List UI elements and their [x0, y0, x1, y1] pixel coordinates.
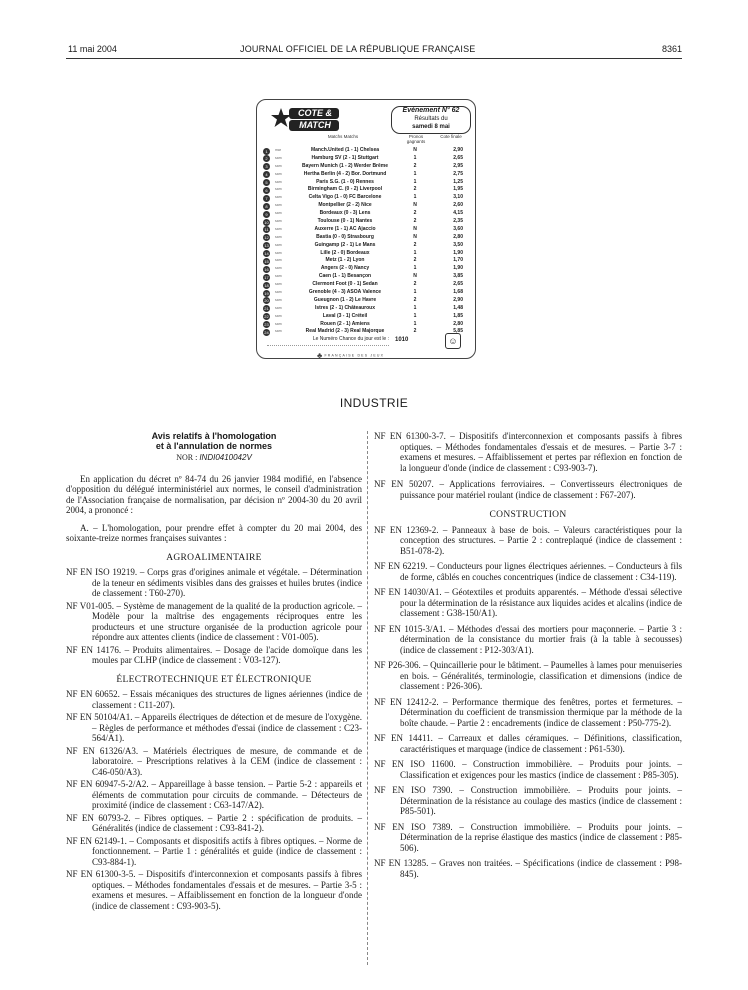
ticket-rows: [263, 147, 471, 336]
fdj-brand-text: FRANÇAISE DES JEUX: [324, 353, 385, 358]
prono-result: 1: [413, 320, 417, 327]
norm-entry: [66, 567, 362, 599]
match-result: Angers (2 - 0) Nancy: [320, 265, 370, 272]
row-number-badge: 1: [263, 148, 270, 155]
row-day: sam: [275, 329, 282, 334]
prono-result: 1: [413, 194, 417, 201]
event-subtitle-1: Résultats du: [414, 116, 448, 122]
norm-entry: [66, 689, 362, 710]
prono-result: 1: [413, 154, 417, 161]
ticket-row: [263, 273, 471, 281]
final-odds: 2,60: [453, 202, 463, 209]
row-number-badge: 22: [264, 314, 269, 320]
norm-description: – Géotextiles et produits apparentés. – Méthode d'essai sélective pour la détermination de la résistance aux liquides acides et alcalins (indice de classement : G38-150/A1).: [400, 587, 682, 618]
norm-code: NF EN 60652.: [66, 689, 120, 699]
norm-description: – Composants et dispositifs actifs à fibres optiques. – Norme de fonctionnement. – Partie 1 : généralités et guide (indice de classement : C93-884-1).: [92, 835, 363, 867]
norm-entry: [374, 660, 682, 692]
norm-entry: [374, 858, 682, 879]
ticket-row: [263, 250, 471, 258]
prono-result: 1: [413, 170, 417, 177]
final-odds: 2,80: [453, 320, 463, 327]
section-heading: ÉLECTROTECHNIQUE ET ÉLECTRONIQUE: [116, 674, 312, 685]
prono-result: 2: [413, 281, 417, 288]
prono-result: 1: [413, 312, 417, 319]
prono-result: 2: [413, 257, 417, 264]
ticket-row: [263, 210, 471, 218]
norm-entry: [66, 869, 362, 911]
row-number-badge: 13: [264, 243, 269, 249]
final-odds: 2,65: [453, 281, 463, 288]
row-number-badge: 10: [264, 219, 269, 225]
final-odds: 1,85: [453, 312, 463, 319]
ticket-row: [263, 202, 471, 210]
final-odds: 1,25: [453, 178, 463, 185]
match-result: Bayern Munich (1 - 2) Werder Brême: [301, 162, 389, 169]
match-result: Auxerre (1 - 1) AC Ajaccio: [314, 225, 376, 232]
nor-label: NOR :: [176, 453, 198, 462]
match-result: Metz (1 - 2) Lyon: [325, 257, 365, 264]
norm-entry: [66, 645, 362, 666]
row-number-badge: 5: [263, 179, 270, 186]
norm-code: NF EN 13285.: [374, 858, 429, 868]
row-number-badge: 24: [264, 329, 269, 335]
chance-number-value: 1010: [395, 337, 409, 343]
row-number-badge: 20: [264, 298, 269, 304]
match-result: Bordeaux (0 - 3) Lens: [319, 210, 371, 217]
match-result: Manch.United (1 - 1) Chelsea: [310, 147, 380, 153]
event-box: [391, 106, 471, 134]
match-result: Montpellier (2 - 2) Nice: [318, 202, 372, 209]
row-day: sam: [275, 242, 282, 247]
header-date: 11 mai 2004: [68, 44, 117, 54]
norm-code: NF EN ISO 11600.: [374, 759, 456, 769]
prono-result: N: [413, 273, 417, 280]
cote-match-ticket: [256, 99, 476, 359]
norm-code: NF EN 62149-1.: [66, 835, 127, 846]
norm-description: – Matériels électriques de mesure, de commande et de laboratoire. – Prescriptions relatives à la CEM (indice de classement : C46-050/A3).: [92, 745, 362, 777]
prono-result: 1: [413, 249, 417, 256]
row-day: sam: [275, 195, 282, 200]
row-day: sam: [275, 313, 282, 318]
final-odds: 2,35: [453, 218, 463, 225]
norm-entry: [66, 779, 362, 811]
prono-result: N: [413, 225, 417, 232]
norm-code: NF EN 14176.: [66, 644, 122, 655]
match-result: Istres (2 - 1) Châteauroux: [314, 304, 376, 311]
norm-code: NF EN 12412-2.: [374, 696, 439, 707]
norm-code: NF EN 60793-2.: [66, 812, 131, 823]
norm-entry: [66, 813, 362, 834]
column-divider: [367, 431, 368, 965]
column-head-cote: Cote finale: [440, 134, 462, 139]
norm-code: NF EN 62219.: [374, 561, 428, 571]
row-day: sam: [275, 305, 282, 310]
right-column: [374, 431, 682, 884]
row-number-badge: 3: [263, 163, 270, 170]
norm-code: NF EN 1015-3/A1.: [374, 623, 446, 634]
prono-result: 1: [413, 304, 417, 311]
left-sections: [66, 553, 362, 912]
final-odds: 2,75: [453, 170, 463, 177]
row-day: sam: [275, 321, 282, 326]
norm-entry: [374, 624, 682, 656]
match-result: Bastia (0 - 0) Strasbourg: [316, 233, 374, 240]
norm-code: NF EN 14411.: [374, 733, 433, 743]
final-odds: 2,95: [453, 162, 463, 169]
row-day: sam: [275, 179, 282, 184]
norm-entry: [374, 587, 682, 619]
norm-description: – Système de management de la qualité de la production agricole. – Modèle pour la maîtrise des engagements réciproques entre les producteurs et une structure organisée de la production agricole pour répondre aux attentes clients (indice de classement : V01-005).: [92, 600, 362, 642]
ticket-row: [263, 186, 471, 194]
row-day: sam: [275, 250, 282, 255]
norm-description: – Carreaux et dalles céramiques. – Définitions, classification, caractéristiques et marquage (indice de classement : P61-530).: [400, 733, 682, 754]
ticket-row: [263, 257, 471, 265]
row-day: sam: [275, 211, 282, 216]
norm-entry: [374, 785, 682, 817]
norm-code: NF EN 61300-3-5.: [66, 869, 136, 879]
norm-description: – Produits alimentaires. – Dosage de l'acide domoïque dans les moules par CLHP (indice de classement : V03-127).: [92, 644, 362, 665]
column-head-matches: Matchs Matchs: [327, 134, 359, 139]
match-result: Grenoble (4 - 3) ASOA Valence: [308, 289, 382, 296]
ticket-row: [263, 179, 471, 187]
match-result: Birmingham C. (0 - 2) Liverpool: [307, 186, 383, 193]
cote-match-logo: [271, 106, 341, 134]
norm-entry: [374, 733, 682, 754]
prono-result: 2: [413, 186, 417, 193]
final-odds: 2,90: [453, 296, 463, 303]
match-result: Hertha Berlin (4 - 2) Bor. Dortmund: [303, 170, 387, 177]
row-number-badge: 23: [264, 322, 269, 328]
norm-description: – Applications ferroviaires. – Convertisseurs électroniques de puissance pour matériel roulant (indice de classement : F67-207).: [400, 479, 682, 500]
paragraph-a: A. – L'homologation, pour prendre effet à compter du 20 mai 2004, des soixante-treize normes françaises suivantes :: [66, 522, 362, 543]
construction-heading: CONSTRUCTION: [489, 510, 567, 520]
right-top-entries: [374, 431, 682, 500]
final-odds: 1,70: [453, 257, 463, 264]
prono-result: 1: [413, 265, 417, 272]
norm-entry: [374, 561, 682, 582]
header-rule: [66, 58, 682, 59]
row-number-badge: 14: [264, 251, 269, 257]
norm-description: – Méthodes d'essai des mortiers pour maçonnerie. – Partie 3 : détermination de la consistance du mortier frais (à la table à secousses) (indice de classement : P12-303/A1).: [400, 623, 682, 655]
row-number-badge: 19: [264, 290, 269, 296]
row-number-badge: 15: [264, 258, 269, 264]
norm-description: – Performance thermique des fenêtres, portes et fermetures. – Détermination du coefficient de transmission thermique par la méthode de la boîte chaude. – Partie 2 : encadrements (indice de classement : P50-775-2).: [400, 696, 683, 728]
norm-code: NF EN 50104/A1.: [66, 712, 133, 722]
final-odds: 2,80: [453, 233, 463, 240]
row-day: sam: [275, 258, 282, 263]
norm-description: – Essais mécaniques des structures de lignes aériennes (indice de classement : C11-207).: [92, 689, 362, 710]
avis-title-line-1: Avis relatifs à l'homologation: [151, 431, 277, 441]
chance-number-label: Le Numéro Chance du jour est le :: [267, 333, 389, 346]
construction-entries: [374, 525, 682, 880]
row-day: sam: [275, 234, 282, 239]
header-page-number: 8361: [661, 44, 682, 54]
norm-code: NF EN 61300-3-7.: [374, 431, 446, 441]
norm-description: – Panneaux à base de bois. – Valeurs caractéristiques pour la conception des structures. – Partie 2 : contreplaqué (indice de classement : B51-078-2).: [400, 524, 683, 556]
prono-result: 2: [413, 328, 417, 335]
ticket-row: [263, 281, 471, 289]
ticket-row: [263, 194, 471, 202]
prono-result: N: [413, 233, 417, 240]
norm-description: – Construction immobilière. – Produits pour joints. – Détermination de la résistance au coulage des mastics (indice de classement : P85-501).: [400, 785, 682, 816]
match-result: Real Madrid (2 - 3) Real Majorque: [305, 328, 385, 335]
row-day: sam: [275, 171, 282, 176]
prono-result: 1: [413, 178, 417, 185]
match-result: Rouen (2 - 1) Amiens: [320, 320, 370, 327]
nor-value: INDI0410042V: [199, 453, 252, 462]
row-day: sam: [275, 282, 282, 287]
match-result: Gueugnon (1 - 2) Le Havre: [313, 296, 377, 303]
match-result: Paris S.G. (1 - 0) Rennes: [316, 178, 374, 185]
norm-entry: [66, 746, 362, 778]
row-number-badge: 7: [263, 195, 270, 202]
row-day: sam: [275, 163, 282, 168]
match-result: Guingamp (2 - 1) Le Mans: [314, 241, 376, 248]
ticket-row: [263, 321, 471, 329]
row-number-badge: 4: [263, 171, 270, 178]
section-title: INDUSTRIE: [339, 396, 409, 410]
row-day: sam: [275, 266, 282, 271]
norm-description: – Quincaillerie pour le bâtiment. – Paumelles à lames pour menuiseries en bois. – Généralités, terminologie, classification et dimensions (indice de classement : P26-306).: [400, 660, 682, 691]
match-result: Caen (1 - 1) Besançon: [318, 273, 372, 280]
row-day: sam: [275, 203, 282, 208]
logo-line-1: COTE &: [297, 108, 332, 118]
match-result: Celta Vigo (1 - 0) FC Barcelone: [308, 194, 382, 201]
prono-result: N: [413, 202, 417, 209]
ticket-row: [263, 297, 471, 305]
final-odds: 3,60: [453, 225, 463, 232]
ticket-row: [263, 226, 471, 234]
ticket-row: [263, 234, 471, 242]
norm-description: – Corps gras d'origines animale et végétale. – Détermination de la teneur en sédiments visibles dans des graisses et huiles brutes (indice de classement : T60-270).: [92, 567, 362, 598]
final-odds: 2,90: [453, 147, 463, 153]
row-number-badge: 16: [264, 266, 269, 272]
ticket-row: [263, 218, 471, 226]
norm-code: NF EN 14030/A1.: [374, 587, 442, 597]
match-result: Hamburg SV (2 - 1) Stuttgart: [311, 154, 379, 161]
row-day: sam: [275, 290, 282, 295]
row-day: sam: [275, 155, 282, 160]
row-number-badge: 8: [263, 203, 270, 210]
row-number-badge: 17: [264, 274, 269, 280]
row-number-badge: 6: [263, 187, 270, 194]
prono-result: 2: [413, 241, 417, 248]
intro-paragraph: En application du décret nº 84-74 du 26 janvier 1984 modifié, en l'absence d'opposition du délégué interministériel aux normes, le conseil d'administration de l'Association française de normalisation, par décision nº 2004-30 du 20 avril 2004, a prononcé :: [66, 473, 362, 515]
ticket-row: [263, 265, 471, 273]
event-title: Evénement N° 62: [402, 107, 460, 114]
norm-entry: [374, 759, 682, 780]
logo-line-2: MATCH: [299, 120, 331, 130]
clover-icon: ♣: [317, 351, 323, 360]
match-result: Lille (2 - 0) Bordeaux: [320, 249, 370, 256]
norm-code: NF EN ISO 19219.: [66, 567, 138, 577]
ticket-row: [263, 242, 471, 250]
prono-result: 2: [413, 296, 417, 303]
norm-code: NF P26-306.: [374, 660, 421, 670]
left-column: [66, 431, 362, 913]
row-number-badge: 9: [263, 211, 270, 218]
prono-result: 2: [413, 162, 417, 169]
norm-code: NF EN 61326/A3.: [66, 745, 139, 756]
norm-code: NF EN 50207.: [374, 479, 434, 489]
ticket-row: [263, 171, 471, 179]
final-odds: 1,95: [453, 186, 463, 193]
norm-description: – Dispositifs d'interconnexion et composants passifs à fibres optiques. – Méthodes fondamentales d'essais et de mesures. – Partie 3-5 : examens et mesures. – Affaiblissement en fonction de la longueur d'onde (indice de classement : C93-903-5).: [92, 869, 362, 911]
norm-entry: [374, 431, 682, 473]
row-number-badge: 21: [264, 306, 269, 312]
ticket-row: [263, 305, 471, 313]
norm-entry: [374, 822, 682, 854]
row-day: sam: [275, 187, 282, 192]
prono-result: N: [413, 147, 417, 153]
norm-entry: [374, 697, 682, 729]
norm-description: – Construction immobilière. – Produits pour joints. – Classification et exigences pour les mastics (indice de classement : P85-305).: [400, 759, 682, 780]
ticket-row: [263, 313, 471, 321]
ticket-row: [263, 155, 471, 163]
final-odds: 1,90: [453, 265, 463, 272]
fdj-brand: [317, 351, 384, 360]
norm-entry: [66, 601, 362, 643]
row-number-badge: 12: [264, 235, 269, 241]
header-journal-title: JOURNAL OFFICIEL DE LA RÉPUBLIQUE FRANÇAISE: [240, 44, 476, 54]
norm-entry: [374, 479, 682, 500]
final-odds: 4,15: [453, 210, 463, 217]
row-number-badge: 11: [264, 227, 269, 233]
final-odds: 1,90: [453, 249, 463, 256]
ticket-row: [263, 289, 471, 297]
final-odds: 3,10: [453, 194, 463, 201]
final-odds: 1,68: [453, 289, 463, 296]
avis-title-line-2: et à l'annulation de normes: [155, 441, 273, 451]
row-day: sam: [275, 274, 282, 279]
norm-entry: [66, 836, 362, 868]
match-result: Laval (3 - 1) Créteil: [322, 312, 368, 319]
column-head-prono: Pronos gagnants: [406, 134, 426, 144]
norm-description: – Appareillage à basse tension. – Partie 5-2 : appareils et éléments de commutation pour circuits de commande. – Détecteurs de proximité (indice de classement : C63-147/A2).: [92, 779, 363, 810]
row-number-badge: 2: [263, 155, 270, 162]
norm-description: – Fibres optiques. – Partie 2 : spécification de produits. – Généralités (indice de classement : C93-841-2).: [92, 812, 362, 833]
norm-description: – Construction immobilière. – Produits pour joints. – Détermination de la reprise élastique des mastics (indice de classement : P85-506).: [400, 821, 682, 853]
norm-code: NF V01-005.: [66, 600, 115, 611]
norm-description: – Conducteurs pour lignes électriques aériennes. – Conducteurs à fils de forme, câblés en couches concentriques (indice de classement : C34-119).: [400, 561, 682, 582]
row-day: sam: [275, 219, 282, 224]
nor-reference: [66, 453, 362, 464]
row-number-badge: 18: [264, 282, 269, 288]
norm-code: NF EN 12369-2.: [374, 524, 439, 535]
ticket-row: [263, 163, 471, 171]
norm-code: NF EN 60947-5-2/A2.: [66, 779, 149, 789]
final-odds: 2,65: [453, 154, 463, 161]
norm-code: NF EN ISO 7390.: [374, 785, 453, 795]
match-result: Toulouse (0 - 1) Nantes: [317, 218, 373, 225]
norm-description: – Appareils électriques de détection et de mesure de l'oxygène. – Règles de performance et méthodes d'essai (indice de classement : C23-564/A1).: [92, 712, 362, 743]
match-result: Clermont Foot (0 - 1) Sedan: [312, 281, 378, 288]
prono-result: 1: [413, 289, 417, 296]
row-day: mar: [275, 148, 282, 152]
final-odds: 3,50: [453, 241, 463, 248]
norm-entry: [374, 525, 682, 557]
row-day: sam: [275, 226, 282, 231]
final-odds: 3,85: [453, 273, 463, 280]
row-day: sam: [275, 297, 282, 302]
final-odds: 1,48: [453, 304, 463, 311]
prono-result: 2: [413, 218, 417, 225]
ticket-footer: [267, 333, 463, 347]
smiley-icon: ☺: [445, 333, 461, 349]
section-heading: AGROALIMENTAIRE: [166, 552, 262, 563]
prono-result: 2: [413, 210, 417, 217]
norm-entry: [66, 712, 362, 744]
norm-description: – Graves non traitées. – Spécifications (indice de classement : P98-845).: [400, 858, 682, 879]
event-subtitle-2: samedi 8 mai: [412, 124, 450, 130]
norm-code: NF EN ISO 7389.: [374, 821, 453, 832]
norm-description: – Dispositifs d'interconnexion et composants passifs à fibres optiques. – Méthodes fondamentales d'essais et de mesures. – Partie 3-7 : examens et mesures. – Affaiblissement et pertes par réflexion en fonction de la longueur d'onde (indice de classement : C93-903-7).: [400, 431, 683, 473]
ticket-row: [263, 147, 471, 155]
final-odds: 5,85: [453, 328, 463, 335]
